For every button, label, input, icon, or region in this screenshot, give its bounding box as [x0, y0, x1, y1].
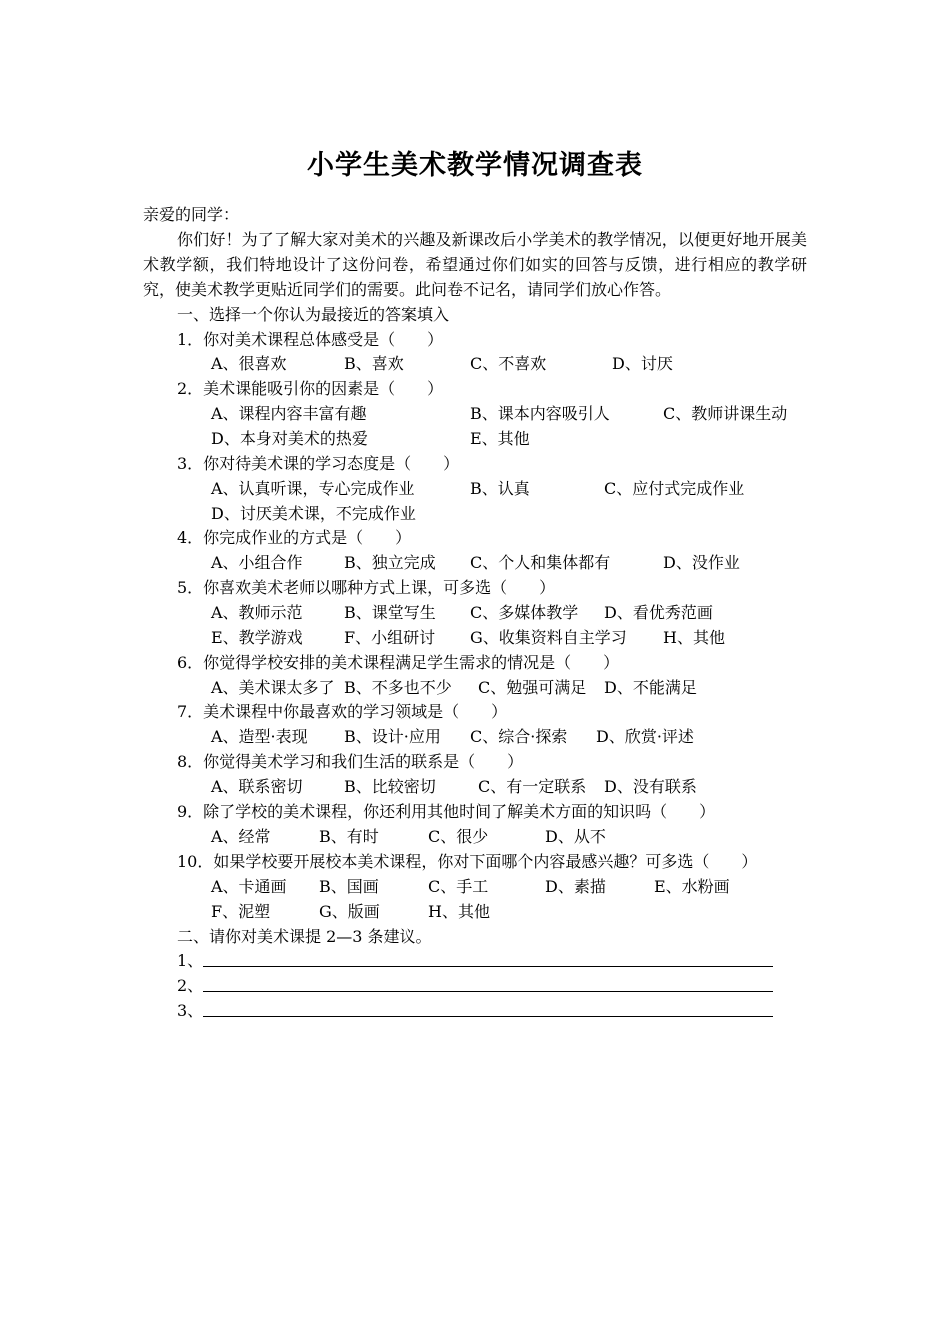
- option: F、小组研讨: [344, 628, 436, 647]
- option: F、泥塑: [211, 902, 271, 921]
- option: C、有一定联系: [478, 777, 587, 796]
- option: E、水粉画: [654, 877, 730, 896]
- option: C、多媒体教学: [470, 603, 579, 622]
- suggestion-blank-2[interactable]: [203, 991, 773, 992]
- option: A、课程内容丰富有趣: [211, 404, 367, 423]
- suggestion-blank-3[interactable]: [203, 1016, 773, 1017]
- question-1: 1．你对美术课程总体感受是（ ）: [177, 330, 444, 349]
- section-2-heading: 二、请你对美术课提 2—3 条建议。: [177, 927, 432, 946]
- option: B、国画: [319, 877, 379, 896]
- option: D、讨厌美术课，不完成作业: [211, 504, 416, 523]
- section-1-heading: 一、选择一个你认为最接近的答案填入: [177, 305, 450, 324]
- question-4: 4．你完成作业的方式是（ ）: [177, 528, 412, 547]
- greeting: 亲爱的同学：: [143, 205, 240, 224]
- option: D、没作业: [663, 553, 740, 572]
- question-9: 9．除了学校的美术课程，你还利用其他时间了解美术方面的知识吗（ ）: [177, 802, 716, 821]
- option: B、有时: [319, 827, 379, 846]
- option: C、个人和集体都有: [470, 553, 611, 572]
- option: D、欣赏·评述: [596, 727, 694, 746]
- option: B、课本内容吸引人: [470, 404, 610, 423]
- option: C、教师讲课生动: [663, 404, 788, 423]
- option: B、认真: [470, 479, 530, 498]
- option: D、讨厌: [612, 354, 673, 373]
- option: C、应付式完成作业: [604, 479, 745, 498]
- option: A、小组合作: [211, 553, 303, 572]
- option: D、不能满足: [604, 678, 697, 697]
- question-8: 8．你觉得美术学习和我们生活的联系是（ ）: [177, 752, 524, 771]
- option: C、手工: [428, 877, 489, 896]
- option: B、喜欢: [344, 354, 404, 373]
- option: A、造型·表现: [211, 727, 308, 746]
- suggestion-label-3: 3、: [177, 1001, 204, 1020]
- option: B、独立完成: [344, 553, 436, 572]
- option: H、其他: [428, 902, 490, 921]
- option: A、联系密切: [211, 777, 303, 796]
- intro-paragraph: 你们好！为了了解大家对美术的兴趣及新课改后小学美术的教学情况，以便更好地开展美术教学额，我们特地设计了这份问卷，希望通过你们如实的回答与反馈，进行相应的教学研究，使美术教学更贴近同学们的需要。此问卷不记名，请同学们放心作答。: [143, 230, 807, 299]
- option: H、其他: [663, 628, 725, 647]
- suggestion-label-2: 2、: [177, 976, 204, 995]
- option: A、美术课太多了: [211, 678, 335, 697]
- option: C、勉强可满足: [478, 678, 587, 697]
- option: D、看优秀范画: [604, 603, 713, 622]
- option: E、教学游戏: [211, 628, 303, 647]
- option: B、课堂写生: [344, 603, 436, 622]
- option: G、收集资料自主学习: [470, 628, 627, 647]
- option: D、本身对美术的热爱: [211, 429, 368, 448]
- question-6: 6．你觉得学校安排的美术课程满足学生需求的情况是（ ）: [177, 653, 620, 672]
- question-10: 10．如果学校要开展校本美术课程，你对下面哪个内容最感兴趣？可多选（ ）: [177, 852, 758, 871]
- option: D、从不: [545, 827, 606, 846]
- option: A、经常: [211, 827, 271, 846]
- question-2: 2．美术课能吸引你的因素是（ ）: [177, 379, 444, 398]
- option: B、不多也不少: [344, 678, 452, 697]
- option: A、很喜欢: [211, 354, 287, 373]
- option: G、版画: [319, 902, 380, 921]
- suggestion-label-1: 1、: [177, 951, 204, 970]
- option: D、素描: [545, 877, 606, 896]
- option: C、综合·探索: [470, 727, 568, 746]
- question-3: 3．你对待美术课的学习态度是（ ）: [177, 454, 460, 473]
- option: D、没有联系: [604, 777, 697, 796]
- option: B、设计·应用: [344, 727, 441, 746]
- option: B、比较密切: [344, 777, 436, 796]
- option: A、认真听课，专心完成作业: [211, 479, 415, 498]
- option: A、卡通画: [211, 877, 287, 896]
- page-title: 小学生美术教学情况调查表: [307, 150, 643, 181]
- question-7: 7．美术课程中你最喜欢的学习领域是（ ）: [177, 702, 508, 721]
- option: E、其他: [470, 429, 530, 448]
- option: C、很少: [428, 827, 489, 846]
- suggestion-blank-1[interactable]: [203, 966, 773, 967]
- question-5: 5．你喜欢美术老师以哪种方式上课，可多选（ ）: [177, 578, 556, 597]
- option: A、教师示范: [211, 603, 303, 622]
- option: C、不喜欢: [470, 354, 547, 373]
